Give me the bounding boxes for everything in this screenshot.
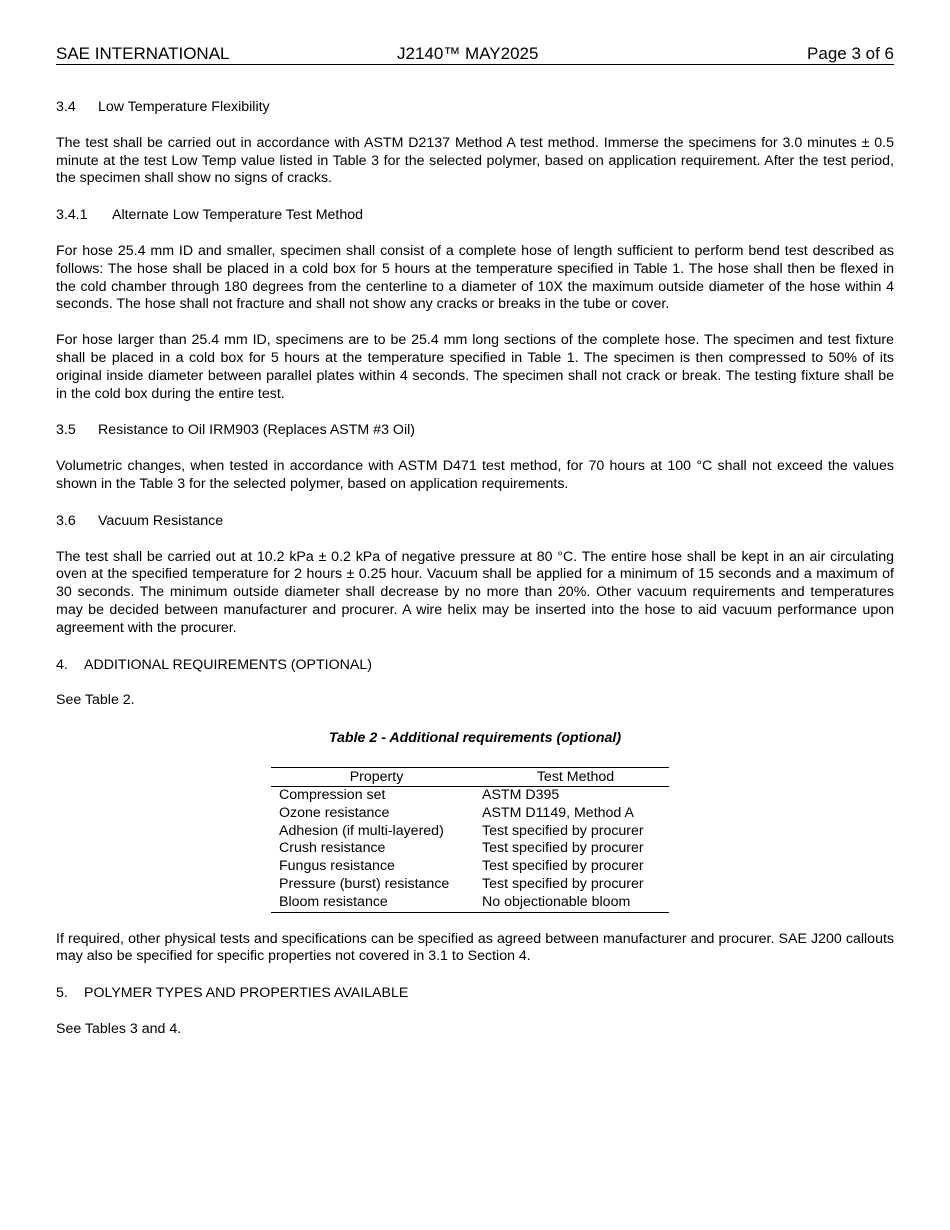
property-cell: Fungus resistance [279,858,395,875]
section-3-4-1-paragraph-large-hose: For hose larger than 25.4 mm ID, specimens are to be 25.4 mm long sections of the complete hose. The specimen and test fixture shall be placed in a cold box for 5 hours at the temperature specified in Table 1. The specimen is then compressed to 50% of its original inside diameter between parallel plates within 4 seconds. The specimen shall not crack or break. The testing fixture shall be in the cold box during the entire test. [56,332,894,402]
test-method-cell: Test specified by procurer [482,858,644,875]
section-3-4-heading [56,99,894,117]
test-method-cell: No objectionable bloom [482,894,669,912]
property-cell: Bloom resistance [271,894,482,912]
section-3-5-paragraph: Volumetric changes, when tested in accordance with ASTM D471 test method, for 70 hours at 100 °C shall not exceed the values shown in the Table 3 for the selected polymer, based on application requirements. [56,458,894,492]
table-2-caption: Table 2 - Additional requirements (optional) [328,730,622,747]
column-header-test-method: Test Method [482,767,669,786]
table-row [271,840,669,858]
test-method-cell: ASTM D395 [482,786,560,803]
section-number: 4. [56,656,68,673]
property-cell: Adhesion (if multi-layered) [279,822,444,839]
property-cell: Ozone resistance [279,804,390,821]
section-number: 5. [56,985,68,1002]
table-row [271,823,669,841]
section-number: 3.6 [56,512,76,529]
table-header-row [271,767,669,786]
table-row [271,876,669,894]
section-3-6-heading [56,513,894,531]
header-org: SAE INTERNATIONAL [56,44,230,63]
table-row [271,858,669,876]
property-cell: Compression set [279,786,386,803]
section-4-see-table: See Table 2. [56,692,135,709]
section-number: 3.5 [56,422,76,439]
table-2-additional-requirements [271,767,669,913]
test-method-cell: Test specified by procurer [482,822,644,839]
document-body [56,99,894,1039]
section-3-4-1-paragraph-small-hose: For hose 25.4 mm ID and smaller, specimen shall consist of a complete hose of length sufficient to perform bend test described as follows: The hose shall be placed in a cold box for 5 hours at the temperature specified in Table 1. The hose shall then be flexed in the cold chamber through 180 degrees from the centerline to a diameter of 10X the maximum outside diameter of the hose within 4 seconds. The hose shall not fracture and shall not show any cracks or breaks in the tube or cover. [56,242,894,313]
section-number: 3.4 [56,99,76,115]
test-method-cell: Test specified by procurer [482,840,644,857]
section-3-4-1-heading [56,207,894,225]
test-method-cell: ASTM D1149, Method A [482,804,634,821]
section-title: Low Temperature Flexibility [98,99,270,115]
header-doc-id: J2140™ MAY2025 [397,44,539,63]
property-cell: Pressure (burst) resistance [279,875,450,892]
section-4-additional-paragraph: If required, other physical tests and specifications can be specified as agreed between manufacturer and procurer. SAE J200 callouts may also be specified for specific properties not covered in 3.1 to Section 4. [56,930,894,965]
section-title: Vacuum Resistance [98,512,224,529]
test-method-cell: Test specified by procurer [482,875,644,892]
page-header [56,43,894,65]
section-3-6-paragraph: The test shall be carried out at 10.2 kPa ± 0.2 kPa of negative pressure at 80 °C. The entire hose shall be kept in an air circulating oven at the specified temperature for 2 hours ± 0.25 hour. Vacuum shall be applied for a minimum of 15 seconds and a maximum of 30 seconds. The minimum outside diameter shall decrease by no more than 20%. Other vacuum requirements and temperatures may be decided between manufacturer and procurer. A wire helix may be inserted into the hose to aid vacuum performance upon agreement with the procurer. [56,548,894,636]
section-title: Alternate Low Temperature Test Method [112,207,364,224]
section-5-heading [56,985,894,1003]
section-3-5-heading [56,422,894,440]
header-page-number: Page 3 of 6 [807,44,894,63]
section-3-4-paragraph: The test shall be carried out in accordance with ASTM D2137 Method A test method. Immerse the specimens for 3.0 minutes ± 0.5 minute at the test Low Temp value listed in Table 3 for the selected polymer, based on application requirement. After the test period, the specimen shall show no signs of cracks. [56,134,894,187]
table-row [271,786,669,804]
section-title: Resistance to Oil IRM903 (Replaces ASTM #3 Oil) [98,422,415,439]
section-title: ADDITIONAL REQUIREMENTS (OPTIONAL) [84,656,372,673]
property-cell: Crush resistance [279,840,386,857]
section-title: POLYMER TYPES AND PROPERTIES AVAILABLE [84,985,409,1002]
table-row [271,894,669,912]
section-number: 3.4.1 [56,207,88,224]
section-5-see-tables: See Tables 3 and 4. [56,1020,182,1037]
table-row [271,805,669,823]
column-header-property: Property [271,767,482,786]
section-4-heading [56,657,894,675]
